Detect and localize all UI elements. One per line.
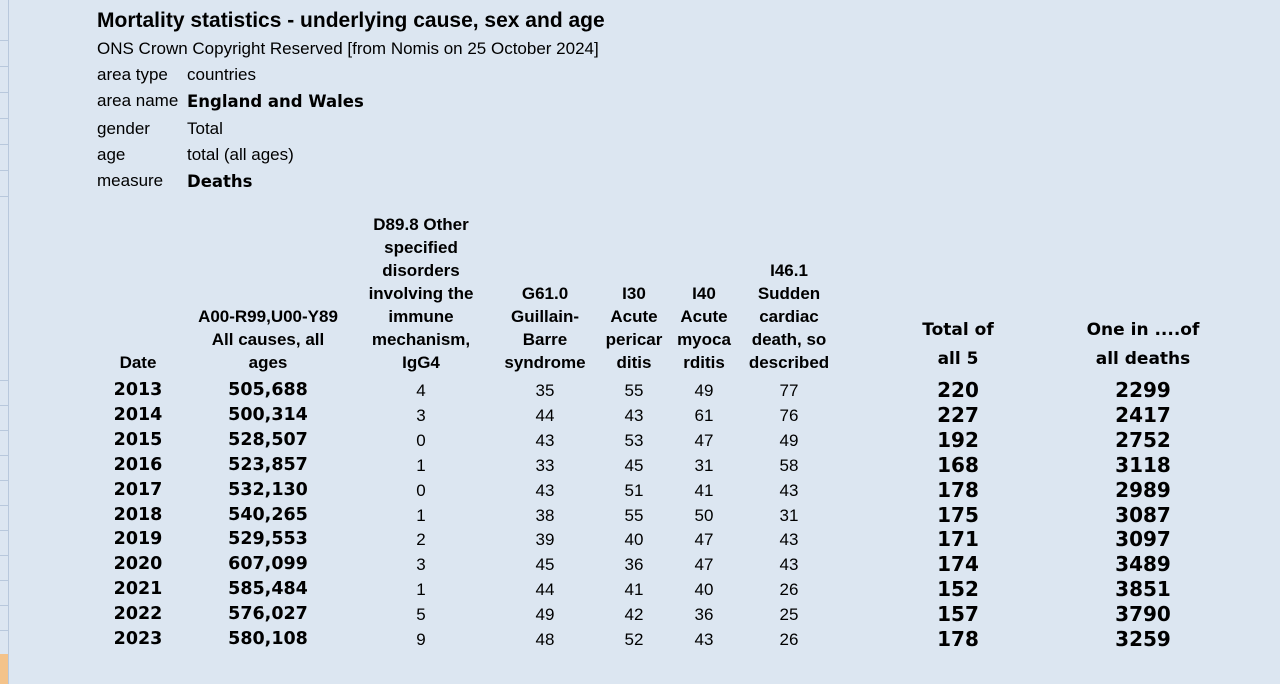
cell-d898[interactable]: 5	[416, 605, 426, 625]
cell-i461[interactable]: 76	[779, 405, 799, 425]
meta-label[interactable]: measure	[97, 171, 164, 190]
selected-row-marker[interactable]	[0, 654, 8, 684]
cell-total5[interactable]: 178	[937, 627, 979, 651]
cell-onein[interactable]: 3118	[1115, 452, 1171, 477]
cell-i30[interactable]: 40	[624, 530, 644, 550]
table-row	[0, 527, 1280, 552]
table-row	[0, 552, 1280, 577]
cell-i30[interactable]: 51	[624, 480, 644, 500]
cell-i40[interactable]: 40	[694, 580, 714, 600]
cell-onein[interactable]: 2989	[1115, 477, 1171, 502]
cell-i30[interactable]: 55	[624, 505, 644, 525]
meta-value[interactable]: countries	[187, 65, 256, 84]
cell-onein[interactable]: 3259	[1115, 627, 1171, 651]
cell-date[interactable]: 2022	[113, 604, 163, 625]
cell-all[interactable]: 505,688	[228, 380, 308, 400]
cell-total5[interactable]: 171	[937, 527, 979, 552]
cell-total5[interactable]: 220	[937, 378, 979, 402]
cell-d898[interactable]: 0	[416, 480, 426, 500]
cell-i30[interactable]: 55	[624, 381, 644, 400]
cell-g610[interactable]: 45	[535, 555, 555, 575]
cell-onein[interactable]: 3790	[1115, 602, 1171, 627]
cell-d898[interactable]: 2	[416, 530, 426, 550]
cell-i461[interactable]: 31	[779, 505, 799, 525]
cell-date[interactable]: 2020	[113, 554, 163, 575]
cell-all[interactable]: 528,507	[228, 429, 308, 450]
meta-label[interactable]: gender	[97, 119, 150, 138]
cell-d898[interactable]: 1	[416, 505, 426, 525]
cell-i30[interactable]: 41	[624, 580, 644, 600]
table-row	[0, 378, 1280, 403]
cell-all[interactable]: 585,484	[228, 579, 308, 600]
cell-onein[interactable]: 3851	[1115, 577, 1171, 602]
cell-all[interactable]: 607,099	[228, 554, 308, 575]
cell-i30[interactable]: 53	[624, 430, 644, 450]
cell-i40[interactable]: 47	[694, 555, 714, 575]
meta-value[interactable]: total (all ages)	[187, 145, 294, 164]
cell-g610[interactable]: 38	[535, 505, 555, 525]
cell-i40[interactable]: 36	[694, 605, 714, 625]
cell-date[interactable]: 2023	[113, 629, 163, 649]
cell-date[interactable]: 2016	[113, 454, 163, 475]
cell-all[interactable]: 500,314	[228, 404, 308, 425]
cell-i461[interactable]: 26	[779, 630, 799, 649]
column-header-i30[interactable]: I30 Acute pericar ditis	[605, 284, 663, 372]
cell-i461[interactable]: 43	[779, 555, 799, 575]
column-header-g610[interactable]: G61.0 Guillain- Barre syndrome	[504, 284, 586, 372]
meta-label[interactable]: area type	[97, 65, 168, 84]
meta-value[interactable]: Total	[187, 119, 223, 138]
cell-total5[interactable]: 192	[937, 427, 979, 452]
cell-all[interactable]: 523,857	[228, 454, 308, 475]
table-row	[0, 503, 1280, 528]
cell-g610[interactable]: 39	[535, 530, 555, 550]
column-header-total5[interactable]: Total of all 5	[922, 320, 994, 369]
cell-g610[interactable]: 44	[535, 405, 555, 425]
cell-onein[interactable]: 2299	[1115, 378, 1171, 402]
cell-onein[interactable]: 3097	[1115, 527, 1171, 552]
sheet-title[interactable]: Mortality statistics - underlying cause, sex and age	[97, 9, 605, 32]
cell-g610[interactable]: 43	[535, 430, 555, 450]
cell-total5[interactable]: 227	[937, 402, 979, 427]
cell-d898[interactable]: 3	[416, 555, 426, 575]
cell-all[interactable]: 580,108	[228, 629, 308, 649]
table-row	[0, 428, 1280, 453]
cell-i40[interactable]: 41	[694, 480, 714, 500]
cell-date[interactable]: 2018	[113, 504, 163, 525]
cell-i461[interactable]: 58	[779, 455, 799, 475]
cell-i40[interactable]: 43	[694, 630, 714, 649]
cell-date[interactable]: 2021	[113, 579, 163, 600]
cell-g610[interactable]: 48	[535, 630, 555, 649]
cell-i40[interactable]: 49	[694, 381, 714, 400]
cell-date[interactable]: 2015	[113, 429, 163, 450]
cell-g610[interactable]: 49	[535, 605, 555, 625]
cell-total5[interactable]: 175	[937, 502, 979, 527]
copyright-note[interactable]: ONS Crown Copyright Reserved [from Nomis on 25 October 2024]	[97, 39, 599, 58]
cell-i40[interactable]: 47	[694, 430, 714, 450]
column-header-i40[interactable]: I40 Acute myoca rditis	[677, 284, 731, 372]
cell-date[interactable]: 2013	[113, 380, 163, 400]
cell-date[interactable]: 2017	[113, 479, 163, 500]
meta-value[interactable]: England and Wales	[187, 92, 364, 111]
cell-i30[interactable]: 36	[624, 555, 644, 575]
table-row	[0, 602, 1280, 627]
cell-i40[interactable]: 61	[694, 405, 714, 425]
cell-g610[interactable]: 43	[535, 480, 555, 500]
cell-total5[interactable]: 174	[937, 552, 979, 577]
table-row	[0, 403, 1280, 428]
cell-all[interactable]: 529,553	[228, 529, 308, 550]
cell-i461[interactable]: 43	[779, 530, 799, 550]
table-row	[0, 627, 1280, 652]
cell-i461[interactable]: 49	[779, 430, 799, 450]
cell-i30[interactable]: 42	[624, 605, 644, 625]
meta-label[interactable]: area name	[97, 91, 179, 110]
meta-value[interactable]: Deaths	[187, 172, 253, 191]
cell-d898[interactable]: 1	[416, 455, 426, 475]
cell-total5[interactable]: 157	[937, 602, 979, 627]
cell-d898[interactable]: 9	[416, 630, 426, 649]
column-header-d898[interactable]: D89.8 Other specified disorders involving the immune mechanism, IgG4	[368, 215, 474, 372]
column-header-onein[interactable]: One in ....of all deaths	[1086, 320, 1200, 369]
cell-onein[interactable]: 3489	[1115, 552, 1171, 577]
table-row	[0, 478, 1280, 503]
cell-total5[interactable]: 168	[937, 452, 979, 477]
cell-d898[interactable]: 3	[416, 405, 426, 425]
table-row	[0, 577, 1280, 602]
cell-total5[interactable]: 178	[937, 477, 979, 502]
cell-i461[interactable]: 26	[779, 580, 799, 600]
column-header-all[interactable]: A00-R99,U00-Y89 All causes, all ages	[198, 307, 338, 372]
cell-g610[interactable]: 35	[535, 381, 555, 400]
cell-date[interactable]: 2019	[113, 529, 163, 550]
cell-i30[interactable]: 45	[624, 455, 644, 475]
cell-g610[interactable]: 33	[535, 455, 555, 475]
cell-onein[interactable]: 2417	[1115, 402, 1171, 427]
cell-g610[interactable]: 44	[535, 580, 555, 600]
cell-d898[interactable]: 1	[416, 580, 426, 600]
cell-all[interactable]: 540,265	[228, 504, 308, 525]
cell-date[interactable]: 2014	[113, 404, 163, 425]
cell-i461[interactable]: 43	[779, 480, 799, 500]
cell-i461[interactable]: 25	[779, 605, 799, 625]
cell-i30[interactable]: 43	[624, 405, 644, 425]
cell-d898[interactable]: 4	[416, 381, 426, 400]
cell-i461[interactable]: 77	[779, 381, 799, 400]
cell-onein[interactable]: 3087	[1115, 502, 1171, 527]
cell-total5[interactable]: 152	[937, 577, 979, 602]
column-header-date[interactable]: Date	[119, 353, 157, 372]
cell-i40[interactable]: 47	[694, 530, 714, 550]
cell-all[interactable]: 576,027	[228, 604, 308, 625]
cell-d898[interactable]: 0	[416, 430, 426, 450]
cell-all[interactable]: 532,130	[228, 479, 308, 500]
cell-i40[interactable]: 50	[694, 505, 714, 525]
cell-i40[interactable]: 31	[694, 455, 714, 475]
column-header-i461[interactable]: I46.1 Sudden cardiac death, so described	[748, 261, 830, 372]
table-row	[0, 453, 1280, 478]
cell-i30[interactable]: 52	[624, 630, 644, 649]
cell-onein[interactable]: 2752	[1115, 427, 1171, 452]
meta-label[interactable]: age	[97, 145, 126, 164]
